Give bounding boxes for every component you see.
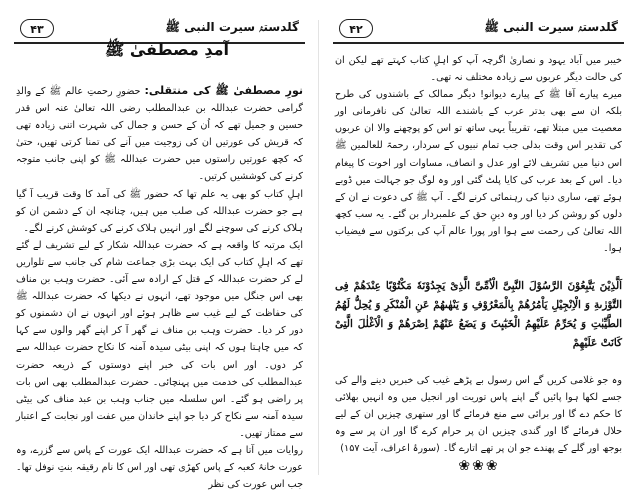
- right-body-text: [335, 52, 622, 257]
- quran-verse: اَلَّذِیْنَ یَتَّبِعُوْنَ الرَّسُوْلَ النَّبِیَّ الْاُمِّیَّ الَّذِیْ یَجِدُوْنَهٗ مَكْتُوْبًا عِنْدَهُمْ فِی التَّوْرٰىةِ وَ الْاِنْجِیْلِ یَاْمُرُهُمْ بِالْمَعْرُوْفِ وَ یَنْهٰىهُمْ عَنِ الْمُنْكَرِ وَ یُحِلُّ لَهُمُ الطَّیِّبٰتِ وَ یُحَرِّمُ عَلَیْهِمُ الْخَبٰٓىٕثَ وَ یَضَعُ عَنْهُمْ اِصْرَهُمْ وَ الْاَغْلٰلَ الَّتِیْ كَانَتْ عَلَیْهِمْ: [335, 280, 622, 349]
- end-ornament: ❀❀❀: [458, 458, 500, 474]
- section-heading: نورِ مصطفیٰ ﷺ کی منتقلی:: [144, 84, 303, 97]
- paragraph: میرے پیارے آقا ﷺ کے پیارے دیوانو! دیگر ممالک کے باشندوں کی طرح بلکہ ان سے بھی بدتر عرب کے باشندے اللہ تعالیٰ کی نافرمانی اور معصیت میں مبتلا تھے، تقریباً یہی ساتھ تو اس کو پوچھنے والا ان عربوں کی تقدیر اس وقت بدلی جب تمام نبیوں کے سردار، رحمۃ للعالمین ﷺ اس دنیا میں تشریف لائے اور عدل و انصاف، مساوات اور اخوت کا پیغام دیا۔ اس کے بعد عرب کی کایا پلٹ گئی اور وہ لوگ جو جہالت میں ڈوبے ہوئے تھے، ساری دنیا کی رہنمائی کرنے لگے۔ آپ ﷺ کی دعوت نے ان کے دلوں کو روشن کر دیا اور وہ دینِ حق کے علمبردار بن گئے۔ یہ سب کچھ اللہ تعالیٰ کی رحمت سے ہوا اور پورا عالم آپ کی برکتوں سے فیضیاب ہوا۔: [335, 89, 622, 255]
- right-page-header: [333, 18, 624, 44]
- right-running-title: گلدستۂ سیرت النبی ﷺ: [484, 20, 618, 34]
- paragraph: اہلِ کتاب کو بھی یہ علم تھا کہ حضور ﷺ کی آمد کا وقت قریب آ گیا ہے جو حضرت عبداللہ کی صلب میں ہیں، چنانچہ ان کے دشمن ان کو ہلاک کرنے کی سوچنے لگے اور انہیں ہلاک کرنے کی کوشش کرنے لگے۔: [16, 188, 303, 234]
- paragraph: خیبر میں آباد یہود و نصاریٰ اگرچہ آپ کو اہلِ کتاب کہتے تھے لیکن ان کی حالت دیگر عربوں سے زیادہ مختلف نہ تھی۔: [335, 55, 622, 84]
- paragraph: ایک مرتبہ کا واقعہ ہے کہ حضرت عبداللہ شکار کے لیے تشریف لے گئے تھے کہ اہلِ کتاب کی ایک بہت بڑی جماعت شام کی جانب سے تلواریں لے کر حضرت عبداللہ کے قتل کے ارادہ سے آئی۔ حضرت وہب بن مناف بھی اس جنگل میں موجود تھے، انہوں نے دیکھا کہ حضرت عبداللہ ﷺ کی حفاظت کے لیے غیب سے ظاہر ہوئے اور انہوں نے ان دشمنوں کو دور کر دیا۔ حضرت وہب بن مناف نے گھر آ کر اپنے گھر والوں سے کہا کہ میں چاہتا ہوں کہ اپنی بیٹی سیدہ آمنہ کا نکاح حضرت عبداللہ سے کر دوں۔ اور اس بات کی خبر اپنے دوستوں کے ذریعہ حضرت عبدالمطلب کی خدمت میں پہنچائی۔ حضرت عبدالمطلب بھی اس بات پر راضی ہو گئے۔ اس سلسلہ میں جناب وہب بن عبد مناف کی بیٹی سیدہ آمنہ سے نکاح کر دیا جو اپنے خاندان میں عفت اور نجابت کے اعتبار سے ممتاز تھیں۔: [16, 239, 303, 439]
- chapter-heading: آمدِ مصطفیٰ ﷺ: [104, 40, 229, 59]
- paragraph: حضورِ رحمتِ عالم ﷺ کے والدِ گرامی حضرت عبداللہ بن عبدالمطلب رضی اللہ تعالیٰ عنہ اس قدر حسین و جمیل تھے کہ اُن کے حسن و جمال کی شہرت اتنی زیادہ تھی کہ قریش کی عورتیں ان کی زوجیت میں آنے کی تمنا کرتی تھیں، حتیٰ کہ کچھ عورتیں راستوں میں حضرت عبداللہ ﷺ کو اپنی جانب متوجہ کرنے کی کوششیں کرتیں۔: [16, 86, 303, 183]
- left-page-number: ۴۳: [20, 19, 54, 38]
- header-rule: [333, 42, 624, 44]
- right-page-number: ۴۲: [339, 19, 373, 38]
- right-page: [319, 0, 638, 493]
- paragraph: روایات میں آتا ہے کہ حضرت عبداللہ ایک عورت کے پاس سے گزرے، وہ عورت خانۂ کعبہ کے پاس کھڑی تھی اور اس کا نام رقیقہ بنتِ نوفل تھا۔ جب اس عورت کی نظر: [16, 444, 303, 491]
- left-running-title: گلدستۂ سیرت النبی ﷺ: [165, 20, 299, 34]
- verse-translation: وہ جو غلامی کریں گے اس رسول بے پڑھے غیب کی خبریں دینے والے کی جسے لکھا ہوا پائیں گے اپنے پاس توریت اور انجیل میں وہ انہیں بھلائی کا حکم دے گا اور برائی سے منع فرمائے گا اور ستھری چیزیں ان کے لیے حلال فرمائے گا اور گندی چیزیں ان پر حرام کرے گا اور ان پر سے وہ بوجھ اور گلے کے پھندے جو ان پر تھے اتارے گا۔ (سورۂ اعراف، آیت ۱۵۷): [335, 375, 622, 455]
- left-body-text: [16, 82, 303, 493]
